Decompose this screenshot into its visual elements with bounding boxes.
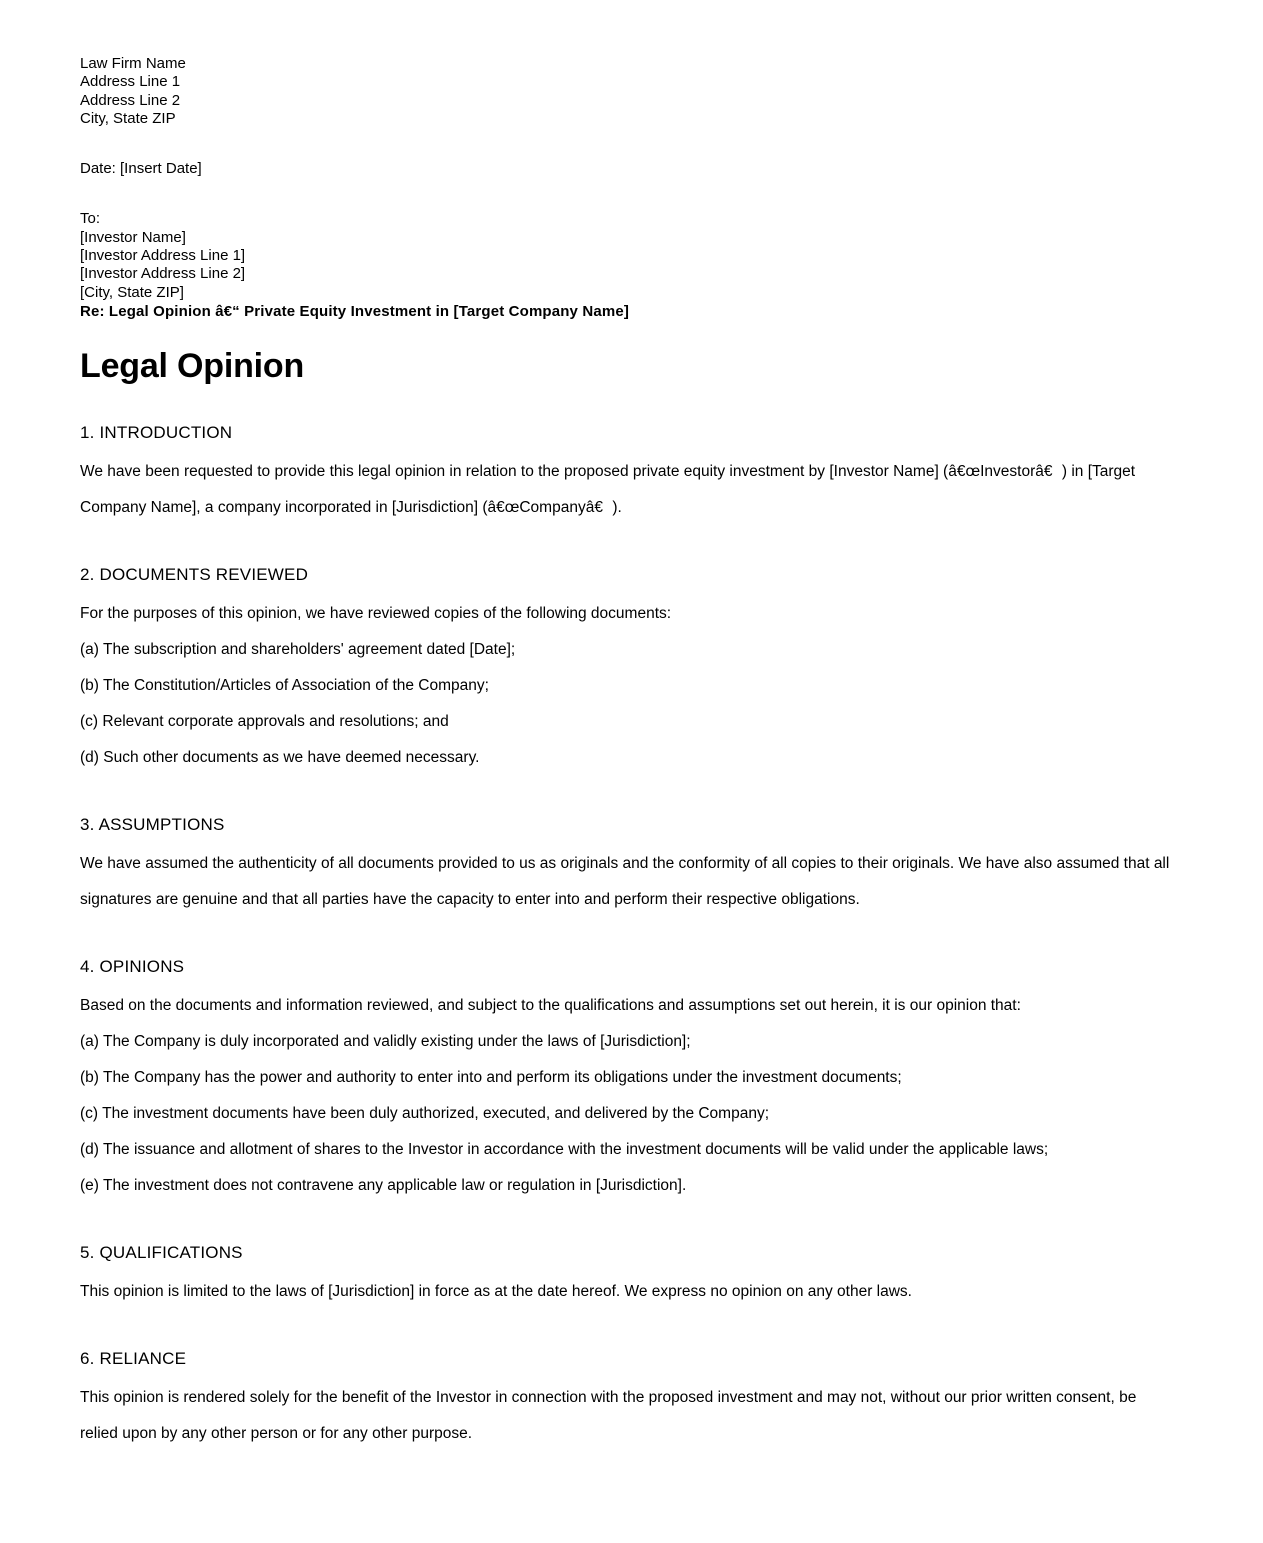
- list-item: (a) The subscription and shareholders' agreement dated [Date];: [80, 640, 516, 658]
- section-opinions: [80, 956, 1183, 1204]
- section-reliance: [80, 1348, 1183, 1452]
- spacer-after-letterhead: [80, 128, 1183, 160]
- list-item: (e) The investment does not contravene any applicable law or regulation in [Jurisdiction].: [80, 1176, 687, 1194]
- list-item: (c) The investment documents have been duly authorized, executed, and delivered by the Company;: [80, 1104, 770, 1122]
- section-introduction: [80, 422, 1183, 526]
- section-paragraph: We have assumed the authenticity of all documents provided to us as originals and the conformity of all copies to their originals. We have also assumed that all signatures are genuine and that all parties have the capacity to enter into and perform their respective obligations.: [80, 854, 1170, 908]
- section-documents-reviewed: [80, 564, 1183, 776]
- section-qualifications: [80, 1242, 1183, 1310]
- recipient-label-to: To:: [80, 210, 101, 228]
- section-assumptions: [80, 814, 1183, 918]
- list-item: (c) Relevant corporate approvals and resolutions; and: [80, 712, 449, 730]
- letterhead-line-city-state-zip: City, State ZIP: [80, 109, 176, 127]
- section-heading-reliance: 6. RELIANCE: [80, 1348, 187, 1368]
- section-paragraph: For the purposes of this opinion, we have reviewed copies of the following documents:: [80, 604, 672, 622]
- page-title: Legal Opinion: [80, 346, 305, 385]
- list-item: (a) The Company is duly incorporated and validly existing under the laws of [Jurisdiction];: [80, 1032, 691, 1050]
- recipient-line-address-2: [Investor Address Line 2]: [80, 265, 246, 283]
- spacer-after-date: [80, 178, 1183, 210]
- section-paragraph: Based on the documents and information reviewed, and subject to the qualifications and assumptions set out herein, it is our opinion that:: [80, 996, 1021, 1014]
- date-line: Date: [Insert Date]: [80, 160, 202, 178]
- section-heading-opinions: 4. OPINIONS: [80, 956, 185, 976]
- recipient-line-city-state-zip: [City, State ZIP]: [80, 283, 184, 301]
- section-heading-introduction: 1. INTRODUCTION: [80, 422, 233, 442]
- list-item: (d) Such other documents as we have deemed necessary.: [80, 748, 480, 766]
- section-paragraph: This opinion is rendered solely for the benefit of the Investor in connection with the proposed investment and may not, without our prior written consent, be relied upon by any other person or for any other purpose.: [80, 1388, 1137, 1442]
- section-heading-qualifications: 5. QUALIFICATIONS: [80, 1242, 243, 1262]
- recipient-line-address-1: [Investor Address Line 1]: [80, 247, 246, 265]
- subject-line: Re: Legal Opinion â€“ Private Equity Investment in [Target Company Name]: [80, 302, 629, 320]
- list-item: (d) The issuance and allotment of shares to the Investor in accordance with the investment documents will be valid under the applicable laws;: [80, 1140, 1049, 1158]
- list-item: (b) The Constitution/Articles of Association of the Company;: [80, 676, 489, 694]
- section-heading-documents-reviewed: 2. DOCUMENTS REVIEWED: [80, 564, 309, 584]
- recipient-block: [80, 210, 1183, 320]
- letterhead-line-address-2: Address Line 2: [80, 91, 181, 109]
- recipient-line-name: [Investor Name]: [80, 228, 186, 246]
- list-item: (b) The Company has the power and authority to enter into and perform its obligations under the investment documents;: [80, 1068, 902, 1086]
- letterhead-block: [80, 55, 1183, 128]
- letterhead-line-firm: Law Firm Name: [80, 55, 186, 72]
- section-heading-assumptions: 3. ASSUMPTIONS: [80, 814, 225, 834]
- letterhead-line-address-1: Address Line 1: [80, 73, 181, 91]
- section-paragraph: We have been requested to provide this legal opinion in relation to the proposed private equity investment by [Investor Name] (â€œInvestorâ€) in [Target Company Name], a company incorporated in [Jurisdiction] (â€œCompanyâ€).: [80, 462, 1136, 516]
- section-paragraph: This opinion is limited to the laws of [Jurisdiction] in force as at the date hereof. We express no opinion on any other laws.: [80, 1282, 912, 1300]
